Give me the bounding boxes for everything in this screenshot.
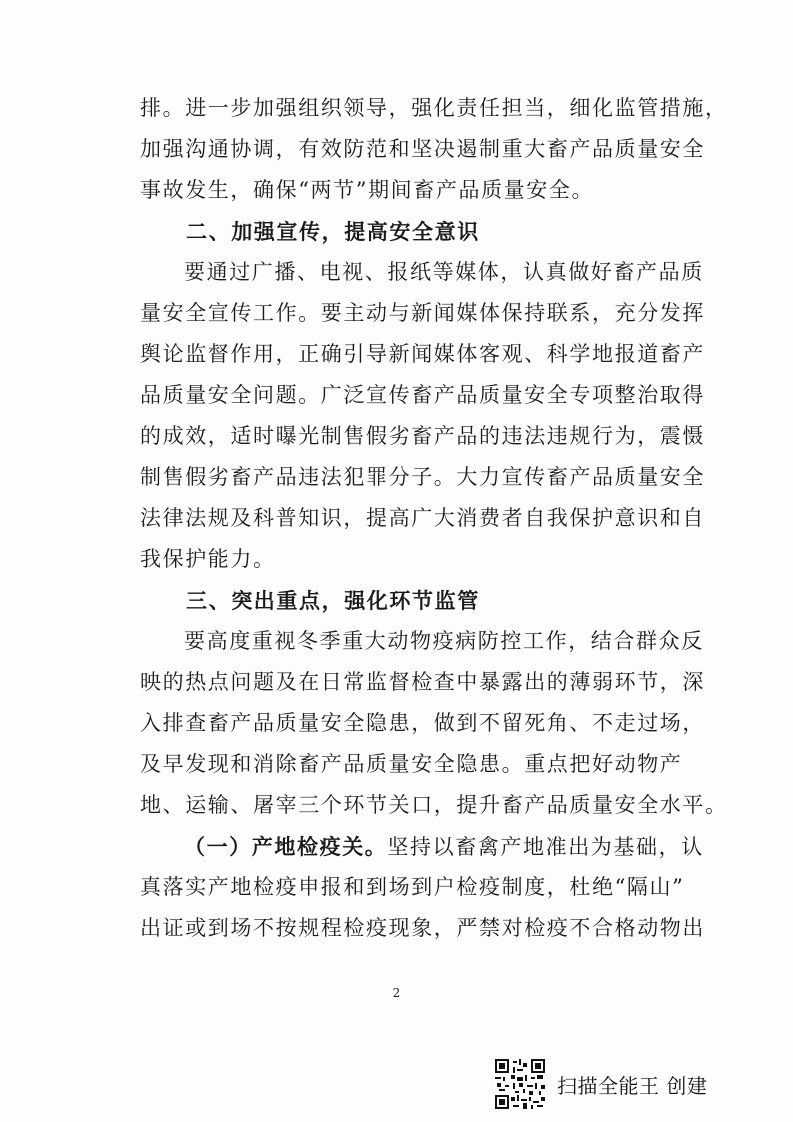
subsection-title: （一）产地检疫关。 <box>184 834 388 859</box>
paragraph-line: 地、运输、屠宰三个环节关口，提升畜产品质量安全水平。 <box>140 793 728 817</box>
paragraph-line: 量安全宣传工作。要主动与新闻媒体保持联系，充分发挥 <box>140 301 705 325</box>
document-body <box>140 88 728 949</box>
paragraph-line: 加强沟通协调，有效防范和坚决遏制重大畜产品质量安全 <box>140 137 705 161</box>
paragraph-line: 排。进一步加强组织领导，强化责任担当，细化监管措施， <box>140 96 728 120</box>
section-heading-2: 二、加强宣传，提高安全意识 <box>186 219 480 244</box>
page-number: 2 <box>392 986 401 1000</box>
paragraph-line: 的成效，适时曝光制售假劣畜产品的违法违规行为，震慑 <box>140 424 705 448</box>
watermark-text: 扫描全能王 创建 <box>557 1073 708 1098</box>
paragraph-line: 要通过广播、电视、报纸等媒体，认真做好畜产品质 <box>184 260 704 284</box>
paragraph-line: 舆论监督作用，正确引导新闻媒体客观、科学地报道畜产 <box>140 342 705 366</box>
paragraph-line: 品质量安全问题。广泛宣传畜产品质量安全专项整治取得 <box>140 383 705 407</box>
paragraph-line: 出证或到场不按规程检疫现象，严禁对检疫不合格动物出 <box>140 916 705 940</box>
subsection-first-line <box>140 826 704 867</box>
paragraph-line: 要高度重视冬季重大动物疫病防控工作，结合群众反 <box>184 629 704 653</box>
paragraph-line: 我保护能力。 <box>140 547 276 571</box>
paragraph-line: 法律法规及科普知识，提高广大消费者自我保护意识和自 <box>140 506 705 530</box>
paragraph-line: 及早发现和消除畜产品质量安全隐患。重点把好动物产 <box>140 752 683 776</box>
paragraph-line: 映的热点问题及在日常监督检查中暴露出的薄弱环节，深 <box>140 670 705 694</box>
qr-code-icon <box>495 1059 545 1109</box>
scanner-watermark <box>495 1058 707 1110</box>
paragraph-line: 入排查畜产品质量安全隐患，做到不留死角、不走过场， <box>140 711 705 735</box>
paragraph-line: 制售假劣畜产品违法犯罪分子。大力宣传畜产品质量安全 <box>140 465 705 489</box>
subsection-text: 坚持以畜禽产地准出为基础，认 <box>387 835 704 859</box>
section-heading-3: 三、突出重点，强化环节监管 <box>186 588 480 613</box>
paragraph-line: 事故发生，确保“两节”期间畜产品质量安全。 <box>140 178 595 202</box>
paragraph-line: 真落实产地检疫申报和到场到户检疫制度，杜绝“隔山” <box>140 875 685 899</box>
